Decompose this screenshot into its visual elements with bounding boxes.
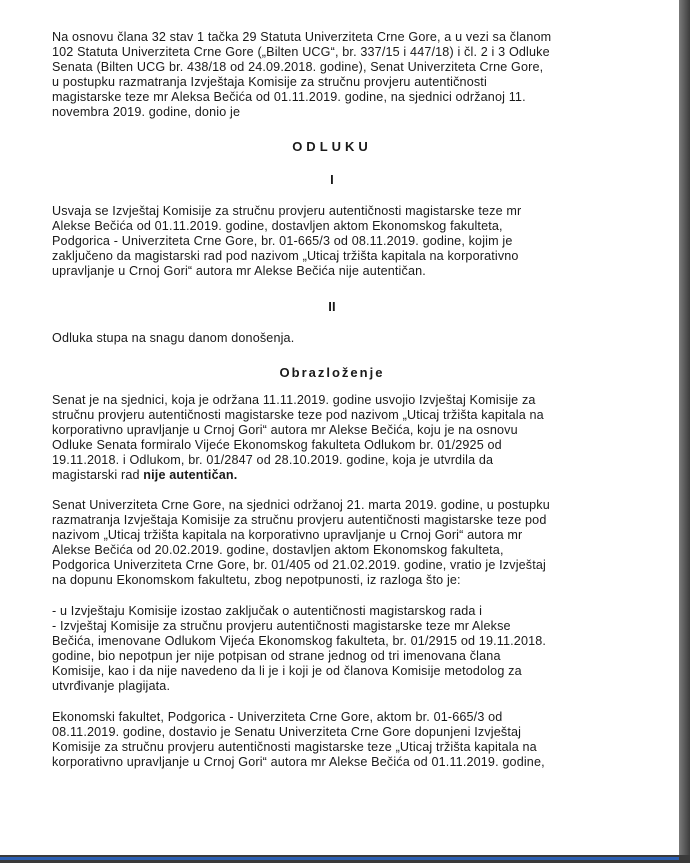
reasoning-title: Obrazloženje [279, 365, 385, 380]
window-edge-bottom [0, 855, 690, 863]
reasoning-line: Odluke Senata formiralo Vijeće Ekonomskog fakulteta Odlukom br. 01/2925 od [52, 438, 502, 452]
reasoning-line: korporativno upravljanje u Crnoj Gori“ autora mr Alekse Bečića od 01.11.2019. godine, [52, 755, 545, 769]
section-1-text [52, 204, 612, 279]
preamble-line: Na osnovu člana 32 stav 1 tačka 29 Statuta Univerziteta Crne Gore, a u vezi sa članom [52, 30, 552, 44]
section-numeral-2: II [328, 299, 336, 314]
section-1-line: Podgorica - Univerziteta Crne Gore, br. 01-665/3 od 08.11.2019. godine, kojim je [52, 234, 513, 248]
section-1-line: zaključeno da magistarski rad pod nazivom „Uticaj tržišta kapitala na korporativno [52, 249, 519, 263]
reasoning-line: stručnu provjeru autentičnosti magistarske teze pod nazivom „Uticaj tržišta kapitala na [52, 408, 544, 422]
decision-title: ODLUKU [292, 139, 372, 154]
section-numeral-1: I [330, 172, 334, 187]
section-2-text: Odluka stupa na snagu danom donošenja. [52, 331, 295, 345]
not-authentic-bold: nije autentičan. [143, 468, 238, 482]
list-item-continued: godine, bio nepotpun jer nije potpisan od strane jednog od tri imenovana člana [52, 649, 501, 663]
list-item-continued: Komisije, kao i da nije navedeno da li je i koji je od članova Komisije metodolog za [52, 664, 522, 678]
section-1-line: upravljanje u Crnoj Gori“ autora mr Alekse Bečića nije autentičan. [52, 264, 426, 278]
reasoning-line: na dopunu Ekonomskom fakultetu, zbog nepotpunosti, iz razloga što je: [52, 573, 461, 587]
window-edge-right [679, 0, 690, 863]
reasoning-line: Podgorica Univerziteta Crne Gore, br. 01/405 od 21.02.2019. godine, vratio je Izvještaj [52, 558, 546, 572]
list-item-continued: Bečića, imenovane Odlukom Vijeća Ekonomskog fakulteta, br. 01/2915 od 19.11.2018. [52, 634, 547, 648]
reasoning-line: Komisije za stručnu provjeru autentičnosti magistarske teze „Uticaj tržišta kapitala na [52, 740, 537, 754]
preamble-line: 102 Statuta Univerziteta Crne Gore („Bilten UCG“, br. 337/15 i 447/18) i čl. 2 i 3 Odluke [52, 45, 550, 59]
reasoning-last-prefix: magistarski rad [52, 468, 144, 482]
reasoning-paragraph-1 [52, 393, 612, 483]
section-1-line: Alekse Bečića od 01.11.2019. godine, dostavljen aktom Ekonomskog fakulteta, [52, 219, 503, 233]
reasoning-line: nazivom „Uticaj tržišta kapitala na korporativno upravljanje u Crnoj Gori“ autora mr [52, 528, 523, 542]
section-1-line: Usvaja se Izvještaj Komisije za stručnu provjeru autentičnosti magistarske teze mr [52, 204, 522, 218]
list-item: - Izvještaj Komisije za stručnu provjeru autentičnosti magistarske teze mr Alekse [52, 619, 511, 633]
preamble-line: Senata (Bilten UCG br. 438/18 od 24.09.2018. godine), Senat Univerziteta Crne Gore, [52, 60, 544, 74]
reasoning-line: razmatranja Izvještaja Komisije za stručnu provjeru autentičnosti magistarske teze pod [52, 513, 547, 527]
reasoning-line: 19.11.2018. i Odlukom, br. 01/2847 od 28.10.2019. godine, koja je utvrdila da [52, 453, 494, 467]
reasoning-line-last [52, 468, 612, 483]
reasoning-paragraph-3 [52, 710, 612, 770]
reasoning-line: Ekonomski fakultet, Podgorica - Univerziteta Crne Gore, aktom br. 01-665/3 od [52, 710, 503, 724]
preamble-line: magistarske teze mr Aleksa Bečića od 01.11.2019. godine, na sjednici održanoj 11. [52, 90, 526, 104]
list-item: - u Izvještaju Komisije izostao zaključak o autentičnosti magistarskog rada i [52, 604, 483, 618]
reasoning-line: Senat je na sjednici, koja je održana 11.11.2019. godine usvojio Izvještaj Komisije za [52, 393, 536, 407]
reasoning-line: korporativno upravljanje u Crnoj Gori“ autora mr Alekse Bečića, koju je na osnovu [52, 423, 518, 437]
reasoning-paragraph-2 [52, 498, 612, 588]
reasoning-line: 08.11.2019. godine, dostavio je Senatu Univerziteta Crne Gore dopunjeni Izvještaj [52, 725, 522, 739]
list-item-continued: utvrđivanje plagijata. [52, 679, 171, 693]
document-body [52, 30, 612, 770]
reasons-list [52, 604, 612, 694]
preamble-line: novembra 2019. godine, donio je [52, 105, 241, 119]
reasoning-line: Alekse Bečića od 20.02.2019. godine, dostavljen aktom Ekonomskog fakulteta, [52, 543, 504, 557]
selection-bar [0, 857, 679, 860]
preamble-line: u postupku razmatranja Izvještaja Komisije za stručnu provjeru autentičnosti [52, 75, 487, 89]
preamble [52, 30, 612, 120]
reasoning-line: Senat Univerziteta Crne Gore, na sjednici održanoj 21. marta 2019. godine, u postupku [52, 498, 550, 512]
